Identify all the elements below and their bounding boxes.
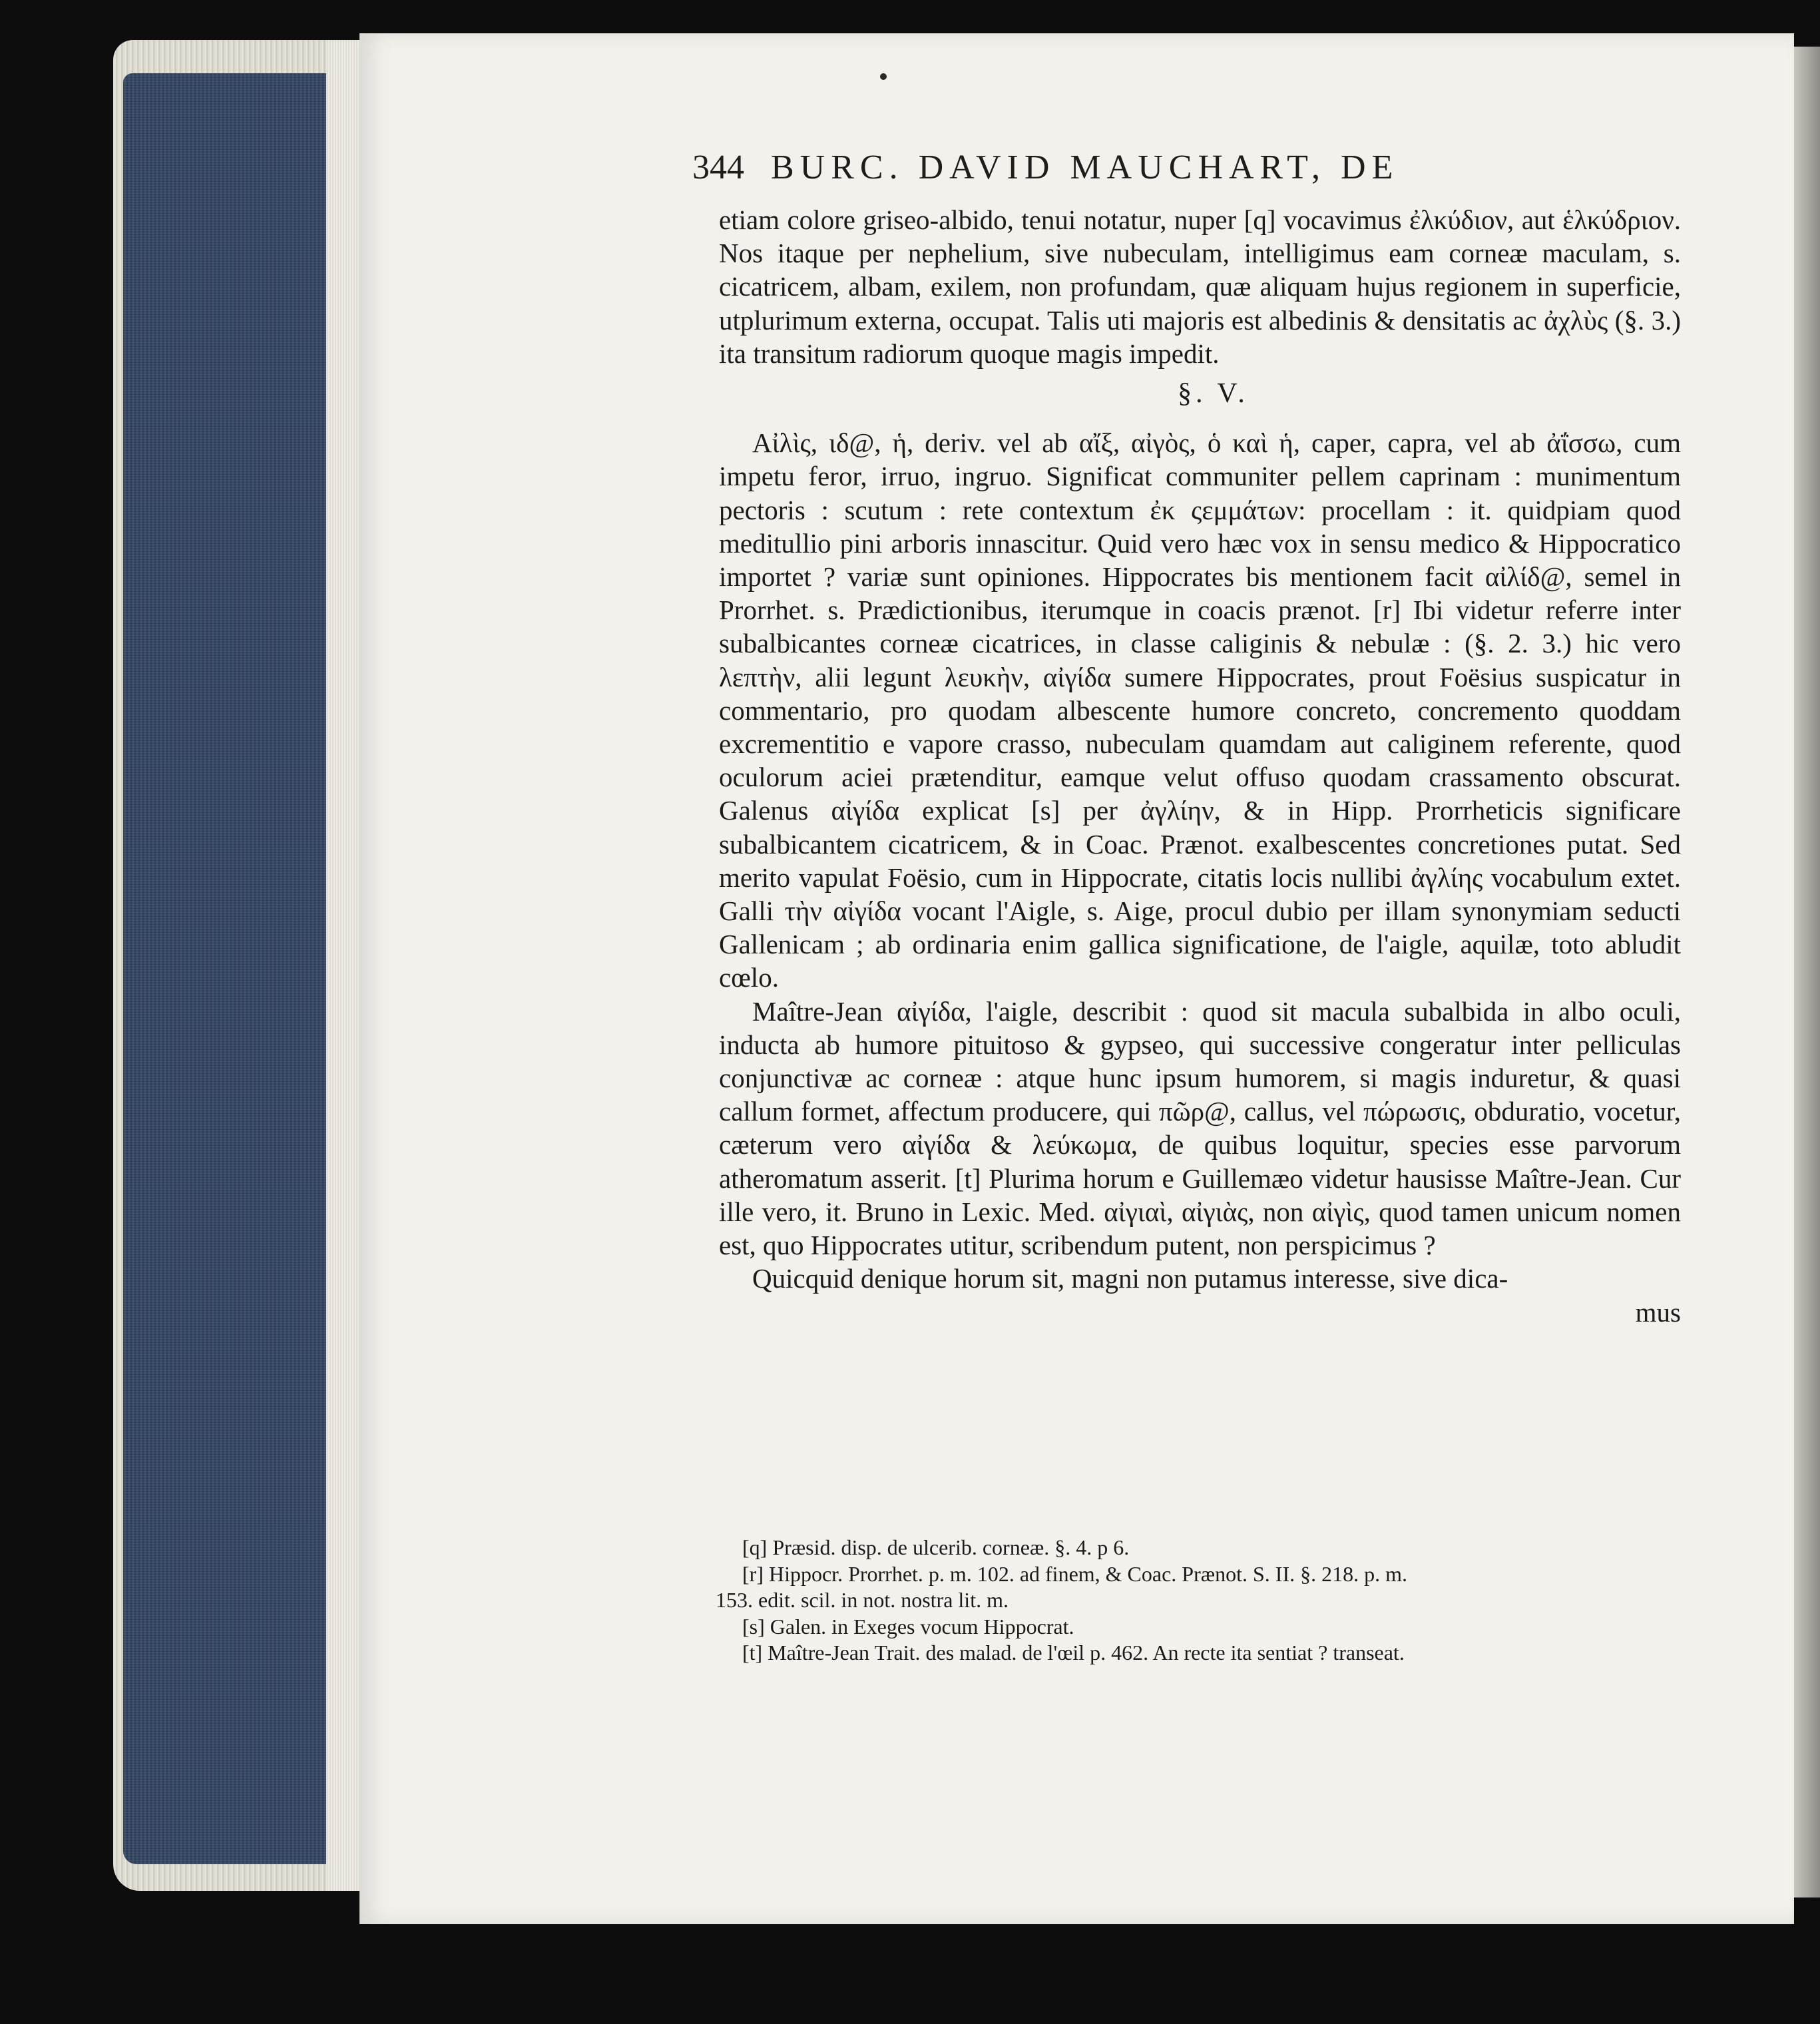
footnote-q: [q] Præsid. disp. de ulcerib. corneæ. §. 4. p 6. xyxy=(742,1535,1130,1559)
facing-page-edge xyxy=(1794,47,1820,1898)
book-edge-marbling xyxy=(123,73,330,1864)
catchword: mus xyxy=(1635,1296,1681,1328)
paragraph-2: Αἰλὶς, ιδ@, ἡ, deriv. vel ab αἴξ, αἰγὸς, ὁ καὶ ἡ, caper, capra, vel ab ἀΐσσω, cum impetu feror, irruo, ingruo. Significat communiter pellem caprinam : munimentum pectoris : scutum : rete contextum ἐκ ςεμμάτων: procellam : it. quidpiam quod meditullio pini arboris innascitur. Quid vero hæc vox in sensu medico & Hippocratico importet ? variæ sunt opiniones. Hippocrates bis mentionem facit αἰλίδ@, semel in Prorrhet. s. Prædictionibus, iterumque in coacis prænot. [r] Ibi videtur referre inter subalbicantes corneæ cicatrices, in classe caliginis & nebulæ : (§. 2. 3.) hic vero λεπτὴν, alii legunt λευκὴν, αἰγίδα sumere Hippocrates, prout Foësius suspicatur in commentario, pro quodam albescente humore concreto, concremento quoddam excrementitio e vapore crasso, nubeculam quamdam aut caliginem referente, quod oculorum aciei prætenditur, eamque velut offuso quodam crassamento obscurat. Galenus αἰγίδα explicat [s] per ἀγλίην, & in Hipp. Prorrheticis significare subalbicantem cicatricem, & in Coac. Prænot. exalbescentes concretiones putat. Sed merito vapulat Foësio, cum in Hippocrate, citatis locis nullibi ἀγλίης vocabulum extet. Galli τὴν αἰγίδα vocant l'Aigle, s. Aige, procul dubio per illam synonymiam seducti Gallenicam ; ab ordinaria enim gallica significatione, de l'aigle, aquilæ, toto abludit cœlo. xyxy=(719,427,1681,993)
paragraph-4: Quicquid denique horum sit, magni non putamus interesse, sive dica- xyxy=(752,1263,1508,1294)
running-header xyxy=(692,148,1558,187)
main-text xyxy=(719,203,1681,1329)
section-heading: §. V. xyxy=(1178,378,1249,409)
footnote-r-continued: 153. edit. scil. in not. nostra lit. m. xyxy=(716,1588,1009,1612)
footnote-t: [t] Maître-Jean Trait. des malad. de l'œil p. 462. An recte ita sentiat ? transeat. xyxy=(742,1641,1405,1664)
running-head-title: BURC. DAVID MAUCHART, DE xyxy=(771,148,1399,186)
paragraph-1: etiam colore griseo-albido, tenui notatur, nuper [q] vocavimus ἐλκύδιον, aut ἑλκύδριον. Nos itaque per nephelium, sive nubeculam, intelligimus eam corneæ maculam, s. cicatricem, albam, exilem, non profundam, quæ aliquam hujus regionem in superficie, utplurimum externa, occupat. Talis uti majoris est albedinis & densitatis ac ἀχλὺς (§. 3.) ita transitum radiorum quoque magis impedit. xyxy=(719,204,1681,369)
ink-speck xyxy=(880,73,887,80)
paragraph-3: Maître-Jean αἰγίδα, l'aigle, describit : quod sit macula subalbida in albo oculi, inducta ab humore pituitoso & gypseo, qui successive congeratur inter pelliculas conjunctivæ ac corneæ : atque hunc ipsum humorem, si magis induretur, & quasi callum formet, affectum producere, qui πῶρ@, callus, vel πώρωσις, obduratio, vocetur, cæterum vero αἰγίδα & λεύκωμα, de quibus loquitur, species esse parvorum atheromatum asserit. [t] Plurima horum e Guillemæo videtur hausisse Maître-Jean. Cur ille vero, it. Bruno in Lexic. Med. αἰγιαὶ, αἰγιὰς, non αἰγὶς, quod tamen unicum nomen est, quo Hippocrates utitur, scribendum putent, non perspicimus ? xyxy=(719,995,1681,1261)
footnote-r: [r] Hippocr. Prorrhet. p. m. 102. ad finem, & Coac. Prænot. S. II. §. 218. p. m. xyxy=(742,1561,1407,1586)
footnotes xyxy=(716,1535,1681,1666)
page-number: 344 xyxy=(692,148,744,186)
footnote-s: [s] Galen. in Exeges vocum Hippocrat. xyxy=(742,1614,1074,1639)
